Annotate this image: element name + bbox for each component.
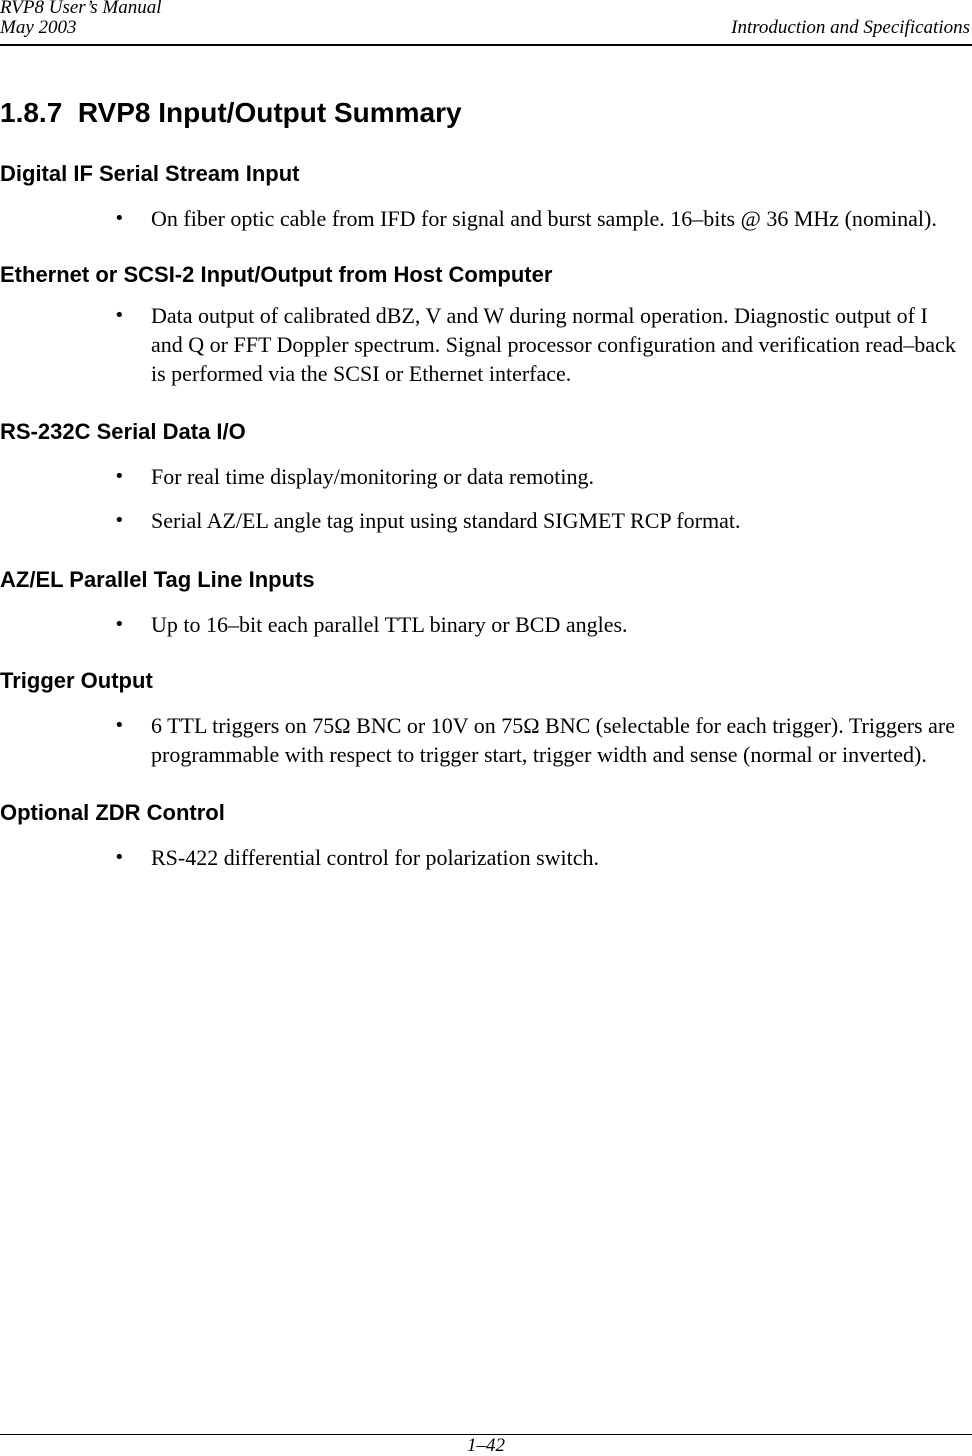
bullet-list — [0, 843, 972, 872]
bullet-text: On fiber optic cable from IFD for signal and burst sample. 16–bits @ 36 MHz (nominal). — [151, 206, 937, 231]
bullet-text: Up to 16–bit each parallel TTL binary or BCD angles. — [151, 612, 628, 637]
bullet-text: 6 TTL triggers on 75Ω BNC or 10V on 75Ω BNC (selectable for each trigger). Triggers are programmable with respect to trigger start, trigger width and sense (normal or inverted). — [151, 713, 955, 767]
section-heading — [0, 96, 462, 130]
bullet-item — [0, 462, 972, 491]
bullet-list — [0, 610, 972, 639]
bullet-icon: • — [114, 466, 125, 487]
bullet-list — [0, 301, 972, 388]
subheading: Trigger Output — [0, 668, 153, 693]
io-summary — [0, 160, 972, 872]
bullet-list — [0, 462, 972, 535]
subheading: Digital IF Serial Stream Input — [0, 161, 300, 186]
bullet-text: RS-422 differential control for polarization switch. — [151, 845, 600, 870]
bullet-icon: • — [114, 305, 125, 326]
subheading: RS-232C Serial Data I/O — [0, 419, 246, 444]
header-left — [0, 0, 162, 38]
bullet-list — [0, 711, 972, 769]
page-number: 1–42 — [467, 1435, 505, 1456]
group-rs232 — [0, 418, 972, 535]
bullet-text: For real time display/monitoring or data remoting. — [151, 464, 594, 489]
publication-date: May 2003 — [0, 17, 77, 38]
chapter-title: Introduction and Specifications — [731, 17, 970, 38]
bullet-icon: • — [114, 847, 125, 868]
bullet-text: Serial AZ/EL angle tag input using standard SIGMET RCP format. — [151, 508, 741, 533]
bullet-list — [0, 204, 972, 233]
subheading: Ethernet or SCSI-2 Input/Output from Host Computer — [0, 262, 553, 287]
bullet-text: Data output of calibrated dBZ, V and W during normal operation. Diagnostic output of I and Q or FFT Doppler spectrum. Signal processor configuration and verification read–back is performed via the SCSI or Ethernet interface. — [151, 303, 956, 386]
group-zdr-control — [0, 799, 972, 872]
section-number: 1.8.7 — [0, 97, 63, 128]
group-ethernet-scsi — [0, 261, 972, 388]
bullet-icon: • — [114, 208, 125, 229]
bullet-icon: • — [114, 715, 125, 736]
bullet-item — [0, 711, 972, 769]
bullet-icon: • — [114, 614, 125, 635]
bullet-icon: • — [114, 510, 125, 531]
section-title: RVP8 Input/Output Summary — [77, 97, 462, 128]
running-header — [0, 0, 972, 46]
bullet-item — [0, 610, 972, 639]
bullet-item — [0, 301, 972, 388]
subheading: Optional ZDR Control — [0, 800, 225, 825]
bullet-item — [0, 506, 972, 535]
bullet-item — [0, 204, 972, 233]
bullet-item — [0, 843, 972, 872]
group-az-el-tag — [0, 566, 972, 639]
group-trigger-output — [0, 667, 972, 769]
manual-title: RVP8 User’s Manual — [0, 0, 162, 18]
group-digital-if — [0, 160, 972, 233]
subheading: AZ/EL Parallel Tag Line Inputs — [0, 567, 315, 592]
